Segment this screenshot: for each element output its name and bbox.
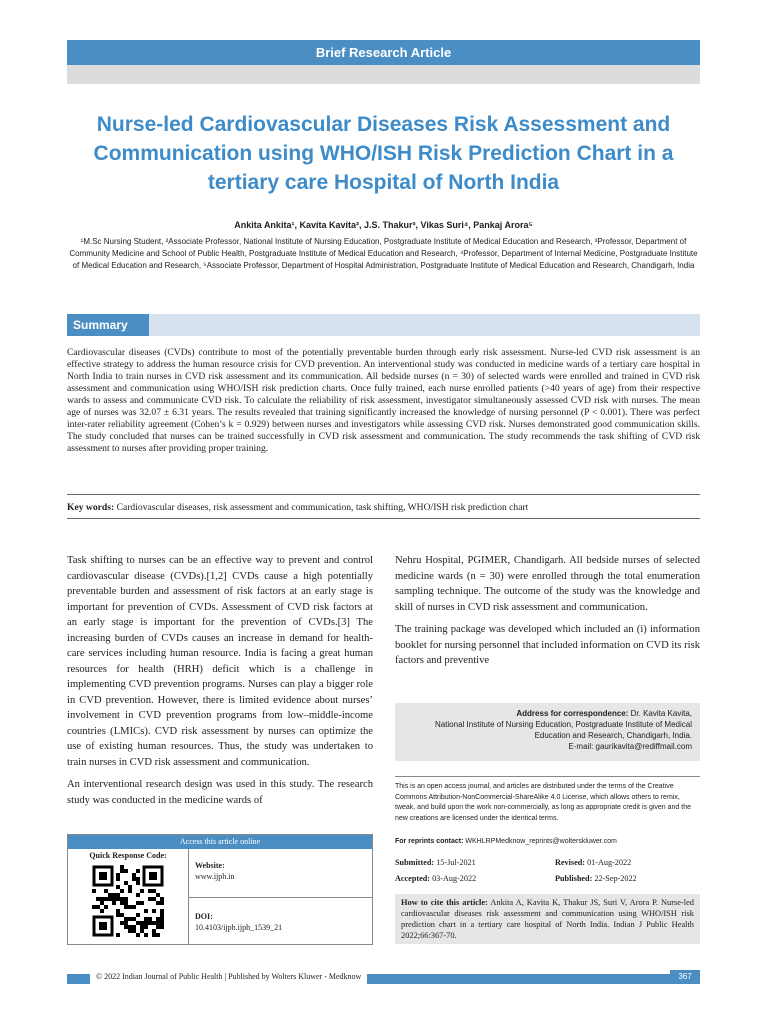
correspondence-line2: Education and Research, Chandigarh, India.	[534, 731, 692, 740]
correspondence-name: Dr. Kavita Kavita,	[630, 709, 692, 718]
body-paragraph: An interventional research design was used in this study. The research study was conducted in the medicine wards of	[67, 779, 373, 806]
website-link[interactable]: www.ijph.in	[195, 872, 235, 881]
correspondence-email[interactable]: E-mail: gaurikavita@rediffmail.com	[568, 742, 692, 751]
correspondence-line1: National Institute of Nursing Education, Postgraduate Institute of Medical	[434, 720, 692, 729]
revised-date: 01-Aug-2022	[587, 858, 632, 867]
submitted-date: 15-Jul-2021	[436, 858, 476, 867]
page-number: 367	[670, 970, 700, 984]
doi-value[interactable]: 10.4103/ijph.ijph_1539_21	[195, 923, 283, 932]
article-title: Nurse-led Cardiovascular Diseases Risk Assessment and Communication using WHO/ISH Risk Prediction Chart in a tertiary care Hospital of North India	[93, 113, 674, 194]
summary-heading: Summary	[67, 314, 149, 336]
qr-label: Quick Response Code:	[89, 851, 167, 860]
header-grey-band	[67, 65, 700, 84]
article-type-banner	[67, 40, 700, 65]
correspondence-label: Address for correspondence:	[516, 709, 629, 718]
qr-code-icon[interactable]	[92, 865, 164, 937]
reprints-label: For reprints contact:	[395, 838, 464, 845]
body-column-left	[67, 553, 373, 808]
keywords	[67, 502, 700, 513]
reprints-contact	[395, 838, 700, 845]
body-column-right	[395, 553, 700, 669]
summary-band	[67, 314, 700, 336]
keywords-label: Key words:	[67, 502, 115, 513]
open-access-divider	[395, 776, 700, 777]
keywords-divider-bottom	[67, 518, 700, 519]
open-access-notice: This is an open access journal, and articles are distributed under the terms of the Creative Commons Attribution-NonCommercial-ShareAlike 4.0 License, which allows others to remix, tweak, and build upon the work non-commercially, as long as appropriate credit is given and the new creations are licensed under the identical terms.	[395, 783, 691, 822]
website-cell	[189, 849, 372, 898]
reprints-email[interactable]: WKHLRPMedknow_reprints@wolterskluwer.com	[465, 838, 617, 845]
citation-box	[395, 894, 700, 944]
article-type: Brief Research Article	[315, 45, 452, 60]
author-list: Ankita Ankita¹, Kavita Kavita², J.S. Thakur³, Vikas Suri⁴, Pankaj Arora⁵	[234, 220, 533, 230]
abstract-text: Cardiovascular diseases (CVDs) contribute to most of the potentially preventable burden through early risk assessment. Nurse-led CVD risk assessment is an effective strategy to address the human resource crisis for CVD prevention. An interventional study was conducted in medicine wards of a tertiary care hospital in North India to train nurses in CVD risk assessment and its communication. All bedside nurses (n = 30) of selected wards were enrolled and trained in CVD risk assessment and communication using WHO/ISH risk prediction charts. Once fully trained, each nurse enrolled patients (>40 years of age) from their respective wards to assess and communicate CVD risk. To calculate the reliability of risk assessment, investigator simultaneously assessed CVD risk with nurses. The mean age of nurses was 32.07 ± 6.31 years. The results revealed that training significantly increased the knowledge of nursing personnel (P < 0.001). There was perfect inter-rater reliability agreement (Cohen’s k = 0.929) between nurses and investigators while assessing CVD risk. Nurses demonstrated good communication skills. The study concluded that nurses can be trained successfully in CVD risk assessment and communication. The study recommends the task shifting of CVD risk assessment to nurses after providing proper training.	[67, 347, 700, 454]
published-label: Published:	[555, 874, 593, 883]
citation-text: Ankita A, Kavita K, Thakur JS, Suri V, Arora P. Nurse-led cardiovascular diseases risk assessment and communication using WHO/ISH risk prediction chart in a tertiary care hospital of North India. Indian J Public Health 2022;66:367-70.	[401, 898, 694, 940]
keywords-text: Cardiovascular diseases, risk assessment and communication, task shifting, WHO/ISH risk prediction chart	[116, 502, 529, 513]
article-dates	[395, 855, 700, 887]
correspondence-box	[395, 703, 700, 761]
accepted-label: Accepted:	[395, 874, 431, 883]
published-date: 22-Sep-2022	[594, 874, 637, 883]
footer-copyright: © 2022 Indian Journal of Public Health | Published by Wolters Kluwer - Medknow	[90, 970, 367, 984]
access-heading: Access this article online	[68, 835, 372, 849]
submitted-label: Submitted:	[395, 858, 435, 867]
website-label: Website:	[195, 861, 225, 870]
keywords-divider-top	[67, 494, 700, 495]
doi-label: DOI:	[195, 912, 213, 921]
body-paragraph: Task shifting to nurses can be an effective way to prevent and control cardiovascular disease (CVDs).[1,2] CVDs cause a high potentially preventable burden and assessment of risk factors at an early stage is important for prevention of CVDs. Assessment of CVD risk factors at an early stage is important for the prevention of CVDs.[3] The increasing burden of CVDs causes an increase in demand for health-care services including human resource. India is facing a great human resources for health (HRH) deficit which is a challenge in implementing CVD prevention programs. Nurses can play a bigger role in CVD prevention. However, there is limited evidence about nurses’ involvement in CVD prevention programs from low–middle-income countries (LMICs). CVD risk assessment by nurses can optimize the use of existing human resources. Thus, the study was undertaken to train nurses in CVD risk assessment and communication.	[67, 555, 373, 768]
accepted-date: 03-Aug-2022	[432, 874, 477, 883]
body-paragraph: Nehru Hospital, PGIMER, Chandigarh. All bedside nurses of selected medicine wards (n = 30) were enrolled through the total enumeration sampling technique. The outcome of the study was the knowledge and skill of nurses in CVD risk assessment and communication.	[395, 555, 700, 613]
affiliations: ¹M.Sc Nursing Student, ²Associate Professor, National Institute of Nursing Education, Postgraduate Institute of Medical Education and Research, ³Professor, Department of Community Medicine and School of Public Health, Postgraduate Institute of Medical Education and Research, ⁴Professor, Department of Internal Medicine, Postgraduate Institute of Medical Education and Research, ⁵Associate Professor, Department of Hospital Administration, Postgraduate Institute of Medical Education and Research, Chandigarh, India	[69, 237, 698, 270]
citation-label: How to cite this article:	[401, 898, 488, 907]
revised-label: Revised:	[555, 858, 586, 867]
body-paragraph: The training package was developed which included an (i) information booklet for nursing personnel that included information on CVD its risk factors and preventive	[395, 624, 700, 666]
qr-cell	[68, 849, 189, 944]
access-online-box	[67, 834, 373, 945]
